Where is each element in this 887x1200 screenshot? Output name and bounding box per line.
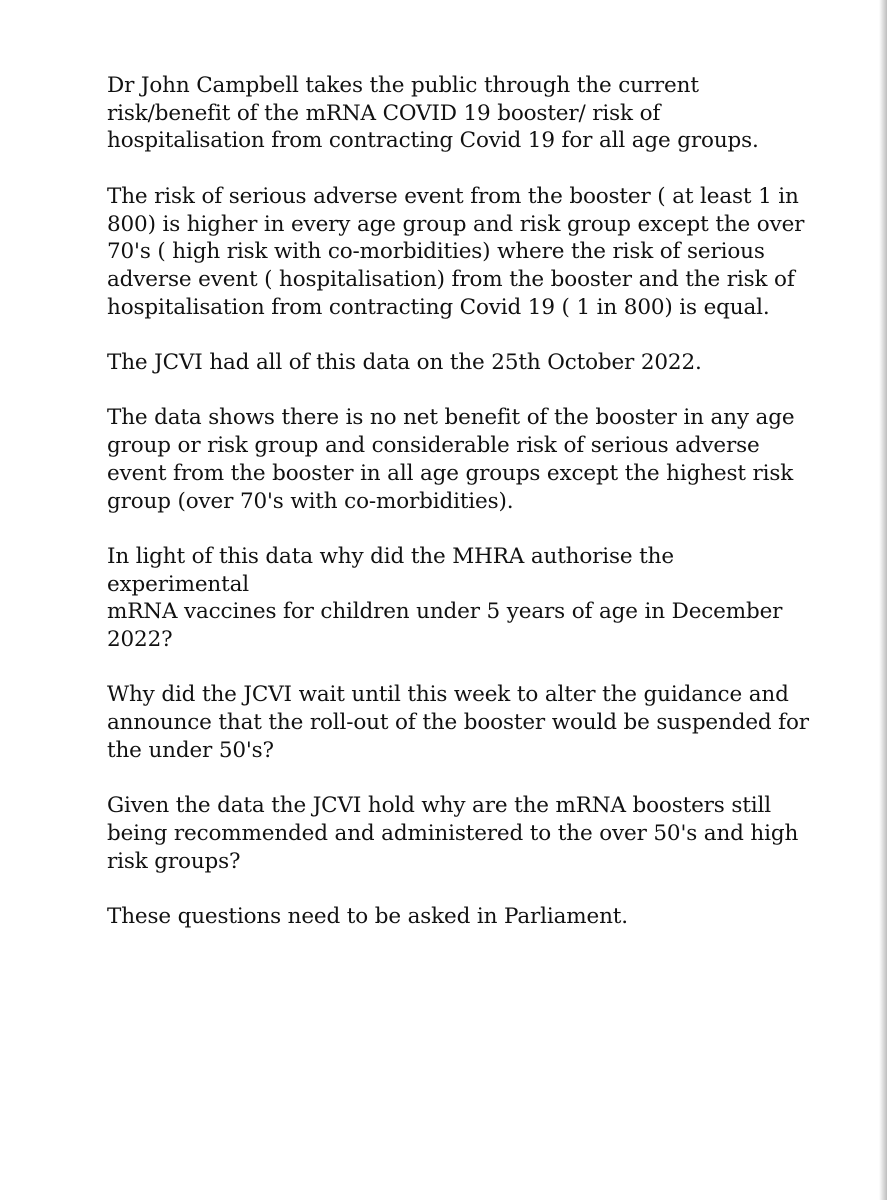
paragraph-no-net-benefit: The data shows there is no net benefit of the booster in any age group or risk group and considerable risk of serious adverse event from the booster in all age groups except the highest risk group (over 70's with co-morbidities). <box>107 405 795 514</box>
paragraph-parliament: These questions need to be asked in Parliament. <box>107 903 628 929</box>
page-edge-shadow <box>879 0 887 1200</box>
paragraph-risk-comparison: The risk of serious adverse event from the booster ( at least 1 in 800) is higher in every age group and risk group except the over 70's ( high risk with co-morbidities) where the risk of serious adverse event ( hospitalisation) from the booster and the risk of hospitalisation from contracting Covid 19 ( 1 in 800) is equal. <box>107 183 805 320</box>
paragraph-jcvi-data-date: The JCVI had all of this data on the 25th October 2022. <box>107 350 702 375</box>
paragraph-jcvi-wait-question: Why did the JCVI wait until this week to alter the guidance and announce that the roll-out of the booster would be suspended for the under 50's? <box>107 682 809 763</box>
document-body <box>107 72 812 958</box>
paragraph-mhra-question: In light of this data why did the MHRA authorise the experimental mRNA vaccines for children under 5 years of age in December 2022? <box>107 543 783 652</box>
paragraph-intro: Dr John Campbell takes the public through the current risk/benefit of the mRNA COVID 19 booster/ risk of hospitalisation from contracting Covid 19 for all age groups. <box>107 73 759 154</box>
paragraph-boosters-question: Given the data the JCVI hold why are the mRNA boosters still being recommended and administered to the over 50's and high risk groups? <box>107 793 799 874</box>
